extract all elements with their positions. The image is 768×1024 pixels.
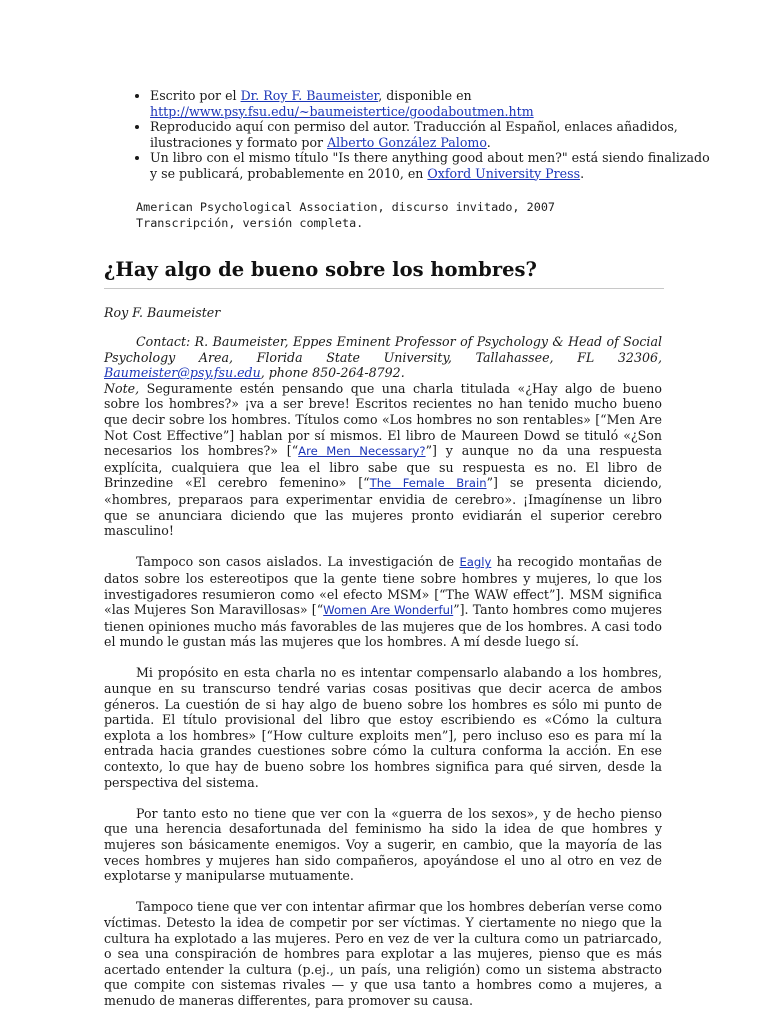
bullet-text: Reproducido aquí con permiso del autor. Traducción al Español, enlaces añadidos, ilustraciones y formato por (150, 119, 678, 150)
transcript-info-line: Transcripción, versión completa. (136, 216, 364, 230)
are-men-necessary-link[interactable]: Are Men Necessary? (298, 444, 426, 459)
paragraph-1 (104, 381, 662, 539)
paragraph-text: ”]. Tanto hombres como mujeres tienen opiniones mucho más favorables de las mujeres que de los hombres. A casi todo el mundo le gustan más las mujeres que los hombres. A mí desde luego sí. (104, 602, 662, 650)
bullet-book-notice (150, 150, 710, 181)
article-body (104, 334, 662, 1024)
author-link[interactable]: Dr. Roy F. Baumeister (240, 88, 379, 103)
email-link[interactable]: Baumeister@psy.fsu.edu (104, 365, 261, 381)
source-url-link[interactable]: http://www.psy.fsu.edu/~baumeistertice/goodaboutmen.htm (150, 103, 534, 119)
note-label: Note, (104, 380, 140, 396)
paragraph-text: ”] y aunque no da una respuesta explícita, cualquiera que lea el libro sabe que su respuesta es no. El libro de Brinzedine «El cerebro femenino» [“ (104, 443, 662, 491)
bullet-text: Escrito por el (150, 88, 241, 103)
article-title: ¿Hay algo de bueno sobre los hombres? (104, 258, 664, 289)
paragraph-3: Mi propósito en esta charla no es intentar compensarlo alabando a los hombres, aunque en su transcurso tendré varias cosas positivas que decir acerca de ambos géneros. La cuestión de si hay algo de bueno sobre los hombres es sólo mi punto de partida. El título provisional del libro que estoy escribiendo es «Cómo la cultura explota a los hombres» [“How culture exploits men”], pero incluso eso es para mí la entrada hacia grandes cuestiones sobre cómo la cultura conforma la acción. En ese contexto, lo que hay de bueno sobre los hombres significa para qué sirven, desde la perspectiva del sistema. (104, 665, 662, 790)
bullet-text: . (486, 134, 491, 150)
paragraph-4: Por tanto esto no tiene que ver con la «guerra de los sexos», y de hecho pienso que una herencia desafortunada del feminismo ha sido la idea de que hombres y mujeres son básicamente enemigos. Voy a sugerir, en cambio, que la mayoría de las veces hombres y mujeres han sido compañeros, apoyándose el uno al otro en vez de explotarse y manipularse mutuamente. (104, 805, 662, 884)
publisher-link[interactable]: Oxford University Press (427, 165, 581, 181)
paragraph-2 (104, 554, 662, 650)
bullet-translation-credit (150, 119, 710, 150)
bullet-text: . (580, 165, 585, 181)
translator-link[interactable]: Alberto González Palomo (327, 134, 487, 150)
speech-info-block (136, 199, 696, 231)
paragraph-text: ha recogido montañas de datos sobre los estereotipos que la gente tiene sobre hombres y mujeres, lo que los investigadores resumieron como «el efecto MSM» [“The WAW effect”]. MSM significa «las Mujeres Son Maravillosas» [“ (104, 554, 662, 618)
header-bullet-list (104, 88, 710, 181)
speech-info-line: American Psychological Association, discurso invitado, 2007 (136, 200, 556, 214)
paragraph-text: ”] se presenta diciendo, «hombres, preparaos para experimentar envidia de cerebro». ¡Imagínense un libro que se anunciara diciendo que las mujeres pronto evidiarán el superior cerebro masculino! (104, 475, 662, 539)
bullet-text: Un libro con el mismo título "Is there anything good about men?" está siendo finalizado y se publicará, probablemente en 2010, en (150, 150, 710, 181)
women-are-wonderful-link[interactable]: Women Are Wonderful (323, 603, 454, 618)
paragraph-5: Tampoco tiene que ver con intentar afirmar que los hombres deberían verse como víctimas. Detesto la idea de competir por ser víctimas. Y ciertamente no niego que la cultura ha explotado a las mujeres. Pero en vez de ver la cultura como un patriarcado, o sea una conspiración de hombres para explotar a las mujeres, pienso que es más acertado entender la cultura (p.ej., un país, una religión) como un sistema abstracto que compite con sistemas rivales — y que usa tanto a hombres como a mujeres, a menudo de maneras differentes, para promover su causa. (104, 899, 662, 1008)
article-author: Roy F. Baumeister (104, 305, 221, 320)
female-brain-link[interactable]: The Female Brain (369, 476, 487, 491)
bullet-author-source (150, 88, 710, 119)
contact-phone: , phone 850-264-8792. (260, 365, 405, 381)
paragraph-text: Seguramente estén pensando que una charla titulada «¿Hay algo de bueno sobre los hombres?» ¡va a ser breve! Escritos recientes no han tenido mucho bueno que decir sobre los hombres. Títulos como «Los hombres no son rentables» [“Men Are Not Cost Effective”] hablan por sí mismos. El libro de Maureen Dowd se tituló «¿Son necesarios los hombres?» [“ (104, 380, 662, 459)
eagly-link[interactable]: Eagly (459, 555, 492, 570)
paragraph-text: Tampoco son casos aislados. La investigación de (136, 554, 460, 570)
contact-text: Contact: R. Baumeister, Eppes Eminent Professor of Psychology & Head of Social Psychology Area, Florida State University, Tallahassee, FL 32306, (104, 334, 662, 365)
bullet-text: , disponible en (378, 88, 472, 103)
contact-paragraph (104, 334, 662, 381)
